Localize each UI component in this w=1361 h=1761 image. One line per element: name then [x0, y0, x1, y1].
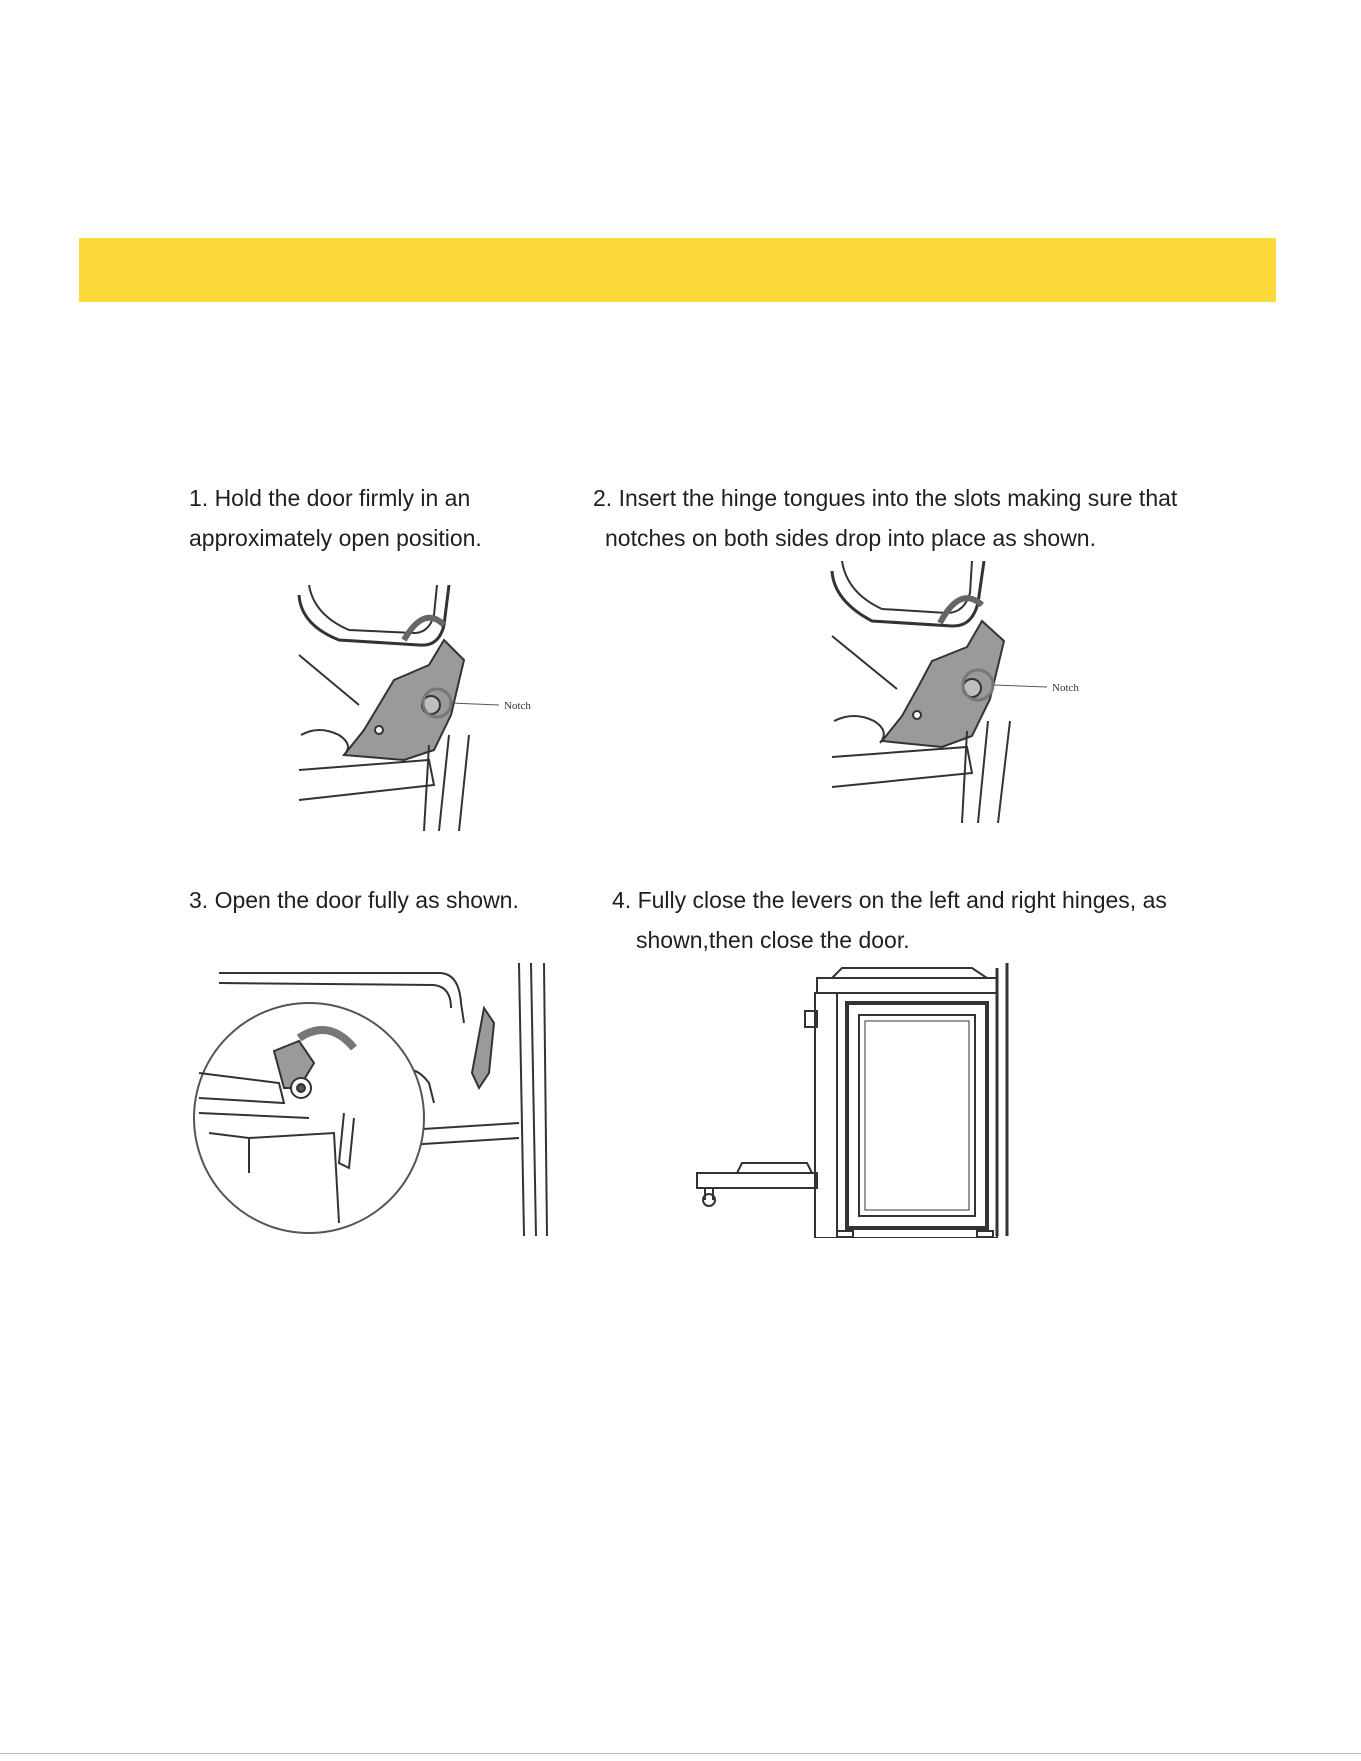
oven-front-door-closed-icon — [687, 963, 1027, 1238]
step-1-instruction — [189, 478, 482, 558]
section-header-band — [79, 238, 1276, 302]
step-4-instruction — [612, 880, 1167, 960]
step-2-instruction — [593, 478, 1177, 558]
step-3-line-1: 3. Open the door fully as shown. — [189, 887, 519, 913]
step-4-line-1: 4. Fully close the levers on the left and right hinges, as — [612, 887, 1167, 913]
page-bottom-rule — [0, 1753, 1361, 1754]
oven-front-door-closed-illustration — [687, 963, 1027, 1238]
hinge-notch-illustration — [189, 585, 546, 831]
open-door-hinge-icon — [189, 963, 552, 1236]
notch-callout-2: Notch — [1052, 682, 1079, 694]
hinge-notch-icon — [722, 561, 1103, 823]
hinge-notch-illustration-2 — [722, 561, 1103, 823]
open-door-hinge-illustration — [189, 963, 552, 1236]
step-1-line-2: approximately open position. — [189, 525, 482, 551]
step-2-line-1: 2. Insert the hinge tongues into the slots making sure that — [593, 485, 1178, 511]
notch-callout-1: Notch — [504, 700, 531, 712]
step-4-line-2: shown,then close the door. — [636, 927, 910, 953]
step-3-instruction — [189, 880, 519, 920]
step-2-line-2: notches on both sides drop into place as shown. — [605, 525, 1096, 551]
step-1-line-1: 1. Hold the door firmly in an — [189, 485, 471, 511]
hinge-notch-icon — [189, 585, 546, 831]
